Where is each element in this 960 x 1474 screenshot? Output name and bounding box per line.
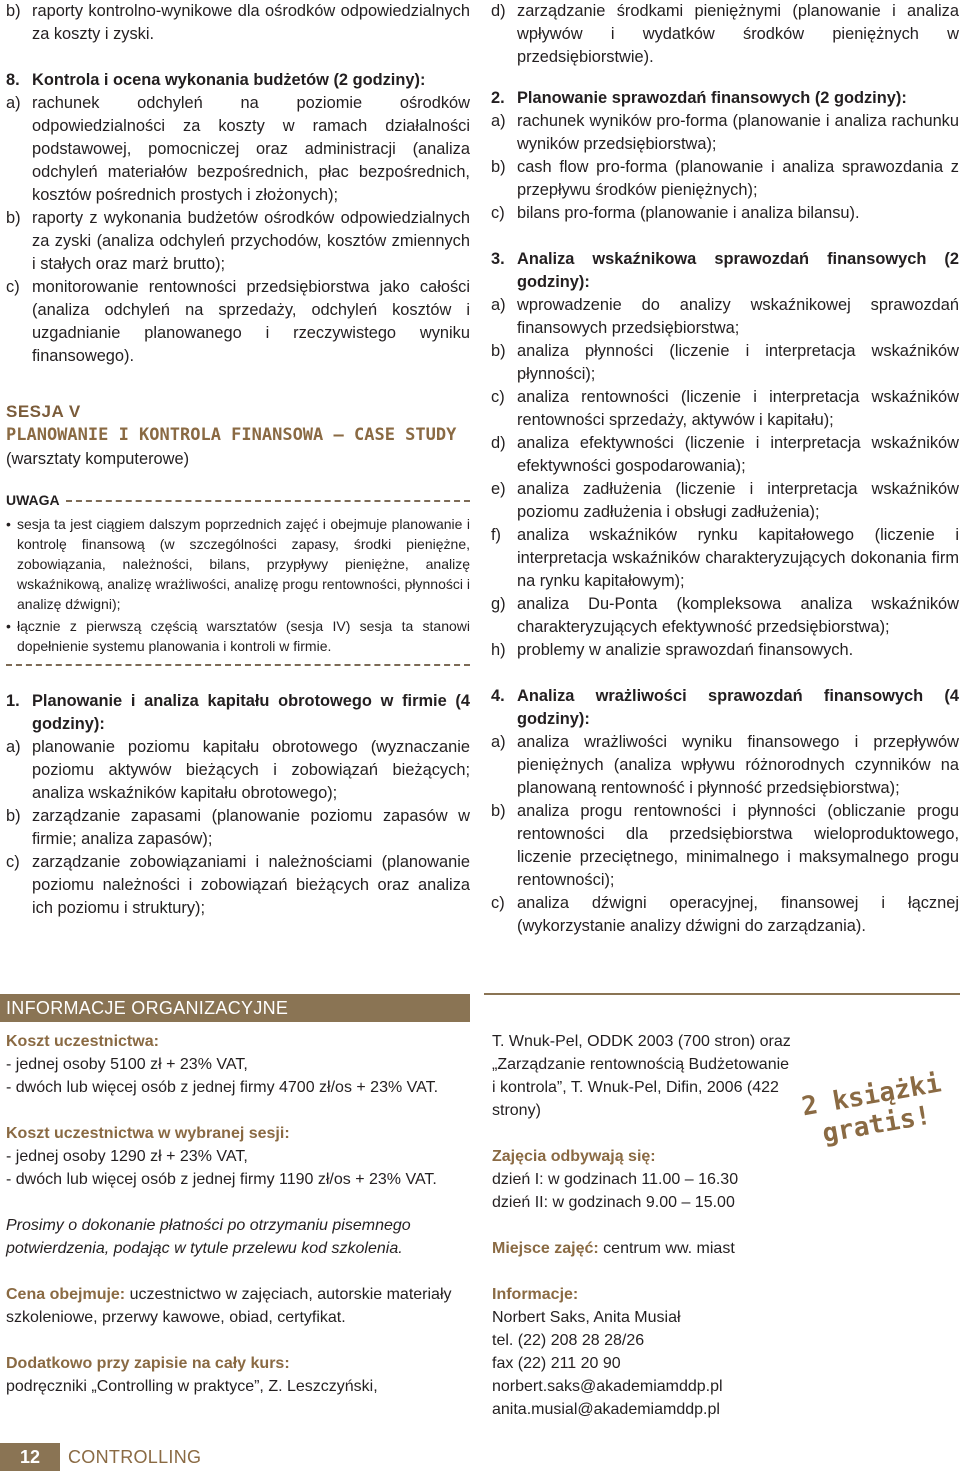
list-item — [491, 0, 959, 69]
item-label: a) — [6, 738, 21, 756]
page-number: 12 — [0, 1443, 60, 1471]
list-item — [491, 731, 959, 800]
item-label: a) — [491, 296, 506, 314]
venue-text: centrum ww. miast — [598, 1240, 735, 1257]
contact-names: Norbert Saks, Anita Musiał — [492, 1309, 681, 1326]
item-text: problemy w analizie sprawozdań finansowych. — [517, 641, 854, 659]
info-left-column — [6, 1030, 470, 1398]
dashed-divider — [6, 664, 470, 666]
session-header — [6, 402, 470, 470]
item-label: b) — [6, 209, 21, 227]
note-box — [6, 490, 470, 666]
bullet-icon: • — [6, 516, 11, 532]
fee-line: - dwóch lub więcej osób z jednej firmy 4700 zł/os + 23% VAT. — [6, 1079, 439, 1096]
list-item — [491, 294, 959, 340]
item-label: c) — [491, 204, 505, 222]
item-text: analiza zadłużenia (liczenie i interpretacja wskaźników poziomu zadłużenia i obsługi zadłużenia); — [517, 480, 959, 521]
list-item — [491, 156, 959, 202]
list-item — [6, 207, 470, 276]
list-item — [491, 800, 959, 892]
item-label: c) — [6, 853, 20, 871]
item-text: rachunek odchyleń na poziomie ośrodków odpowiedzialności za koszty w ramach działalności podstawowej, pomocniczej oraz administracji (analiza odchyleń materiałów bezpośrednich, płac bezpośrednich, kosztów pośrednich prostych i złożonych); — [32, 94, 470, 204]
left-column — [6, 0, 470, 920]
item-label: g) — [491, 595, 506, 613]
item-label: b) — [491, 158, 506, 176]
item-label: b) — [491, 342, 506, 360]
payment-note: Prosimy o dokonanie płatności po otrzymaniu pisemnego potwierdzenia, podając w tytule przelewu kod szkolenia. — [6, 1217, 411, 1257]
list-item — [491, 202, 959, 225]
list-item — [491, 639, 959, 662]
note-heading — [6, 490, 470, 510]
list-item — [491, 432, 959, 478]
item-text: analiza rentowności (liczenie i interpretacja wskaźników rentowności sprzedaży, aktywów i kapitału); — [517, 388, 959, 429]
item-label: h) — [491, 641, 506, 659]
item-label: c) — [491, 388, 505, 406]
bullet-icon: • — [6, 618, 11, 634]
session-fee-label: Koszt uczestnictwa w wybranej sesji: — [6, 1125, 290, 1142]
item-text: analiza wskaźników rynku kapitałowego (liczenie i interpretacja wskaźników charakteryzujących dokonania firm na rynku kapitałowym); — [517, 526, 959, 590]
list-item — [491, 892, 959, 938]
contact-fax: fax (22) 211 20 90 — [492, 1355, 621, 1372]
schedule-label: Zajęcia odbywają się: — [492, 1148, 656, 1165]
bonus-label: Dodatkowo przy zapisie na cały kurs: — [6, 1355, 290, 1372]
item-label: a) — [491, 733, 506, 751]
list-item — [6, 92, 470, 207]
item-text: analiza Du-Ponta (kompleksowa analiza wskaźników charakteryzujących efektywność przedsiębiorstwa); — [517, 595, 959, 636]
note-heading-label: UWAGA — [6, 492, 60, 508]
item-text: monitorowanie rentowności przedsiębiorstwa jako całości (analiza odchyleń na sprzedaży, odchyleń kosztów i uzgadnianie planowanego i rzeczywistego wyniku finansowego). — [32, 278, 470, 365]
section-heading — [6, 690, 470, 736]
list-item — [6, 805, 470, 851]
section-title: Planowanie i analiza kapitału obrotowego w firmie (4 godziny): — [32, 692, 470, 733]
price-includes-label: Cena obejmuje: — [6, 1286, 126, 1303]
section-number: 4. — [491, 687, 505, 705]
item-label: d) — [491, 2, 506, 20]
contact-label: Informacje: — [492, 1286, 579, 1303]
note-bullet — [6, 514, 470, 614]
books-text: T. Wnuk-Pel, ODDK 2003 (700 stron) oraz „Zarządzanie rentownością Budżetowanie i kontrola”, T. Wnuk-Pel, Difin, 2006 (422 strony) — [492, 1033, 791, 1119]
footer-label: CONTROLLING — [68, 1447, 202, 1467]
bonus-block — [6, 1352, 470, 1398]
list-item — [491, 524, 959, 593]
section-title: Kontrola i ocena wykonania budżetów (2 godziny): — [32, 71, 426, 89]
contact-email[interactable]: anita.musial@akademiamddp.pl — [492, 1401, 720, 1418]
item-text: raporty z wykonania budżetów ośrodków odpowiedzialnych za zyski (analiza odchyleń przychodów, kosztów zmiennych i stałych oraz marż brutto); — [32, 209, 470, 273]
list-item — [6, 851, 470, 920]
price-includes — [6, 1283, 470, 1329]
session-fee-block — [6, 1122, 470, 1191]
price-includes-text: uczestnictwo w zajęciach, autorskie materiały szkoleniowe, przerwy kawowe, obiad, certyfikat. — [6, 1286, 452, 1326]
item-text: analiza dźwigni operacyjnej, finansowej i łącznej (wykorzystanie analizy dźwigni do zarządzania). — [517, 894, 959, 935]
bonus-text: podręczniki „Controlling w praktyce”, Z. Leszczyński, — [6, 1378, 378, 1395]
note-bullet — [6, 616, 470, 656]
section-heading — [491, 248, 959, 294]
item-text: analiza wrażliwości wyniku finansowego i przepływów pieniężnych (analiza wpływu różnorodnych czynników na planowaną rentowność i płynność przedsiębiorstwa); — [517, 733, 959, 797]
item-text: analiza efektywności (liczenie i interpretacja wskaźników efektywności gospodarowania); — [517, 434, 959, 475]
item-text: rachunek wyników pro-forma (planowanie i analiza rachunku wyników przedsiębiorstwa); — [517, 112, 959, 153]
item-label: b) — [6, 2, 21, 20]
list-item — [6, 0, 470, 46]
contact-phone: tel. (22) 208 28 28/26 — [492, 1332, 645, 1349]
list-item — [491, 110, 959, 156]
item-text: bilans pro-forma (planowanie i analiza bilansu). — [517, 204, 860, 222]
promo-text: 2 książki gratis! — [799, 1068, 944, 1150]
item-label: c) — [491, 894, 505, 912]
list-item — [6, 736, 470, 805]
session-subtitle: (warsztaty komputerowe) — [6, 450, 190, 468]
info-banner: INFORMACJE ORGANIZACYJNE — [0, 994, 470, 1022]
session-label: SESJA V — [6, 402, 81, 421]
item-label: a) — [491, 112, 506, 130]
item-label: f) — [491, 526, 502, 544]
session-fee-line: - jednej osoby 1290 zł + 23% VAT, — [6, 1148, 248, 1165]
item-text: cash flow pro-forma (planowanie i analiza sprawozdania z przepływu środków pieniężnych); — [517, 158, 959, 199]
section-title: Analiza wrażliwości sprawozdań finansowych (4 godziny): — [517, 687, 959, 728]
schedule-line: dzień I: w godzinach 11.00 – 16.30 — [492, 1171, 739, 1188]
item-text: planowanie poziomu kapitału obrotowego (wyznaczanie poziomu aktywów bieżących i zobowiązań bieżących; analiza wskaźników kapitału obrotowego); — [32, 738, 470, 802]
session-title: PLANOWANIE I KONTROLA FINANSOWA – CASE STUDY — [6, 425, 457, 445]
item-text: raporty kontrolno-wynikowe dla ośrodków odpowiedzialnych za koszty i zyski. — [32, 2, 470, 43]
contact-email[interactable]: norbert.saks@akademiamddp.pl — [492, 1378, 723, 1395]
fee-line: - jednej osoby 5100 zł + 23% VAT, — [6, 1056, 248, 1073]
section-heading — [491, 685, 959, 731]
item-label: a) — [6, 94, 21, 112]
fee-block — [6, 1030, 470, 1099]
item-text: zarządzanie zobowiązaniami i należnościami (planowanie poziomu należności i zobowiązań bieżących oraz analiza ich poziomu i struktury); — [32, 853, 470, 917]
item-label: b) — [491, 802, 506, 820]
item-text: zarządzanie zapasami (planowanie poziomu zapasów w firmie; analiza zapasów); — [32, 807, 470, 848]
contact-block — [492, 1283, 960, 1421]
item-text: analiza płynności (liczenie i interpretacja wskaźników płynności); — [517, 342, 959, 383]
section-heading — [491, 87, 959, 110]
venue-label: Miejsce zajęć: — [492, 1240, 599, 1257]
right-column — [491, 0, 959, 938]
note-bullet-text: sesja ta jest ciągiem dalszym poprzednich zajęć i obejmuje planowanie i kontrolę finansową (w szczególności zapasy, środki pieniężne, zobowiązania, należności, bilans, przypływy pieniężne, analizę wskaźnikową, analizę wrażliwości, analizę progu rentowności, płynności i analizę dźwigni); — [17, 516, 470, 612]
note-bullet-text: łącznie z pierwszą częścią warsztatów (sesja IV) sesja ta stanowi dopełnienie systemu planowania i kontroli w firmie. — [17, 618, 470, 654]
section-title: Planowanie sprawozdań finansowych (2 godziny): — [517, 89, 907, 107]
section-title: Analiza wskaźnikowa sprawozdań finansowych (2 godziny): — [517, 250, 959, 291]
session-fee-line: - dwóch lub więcej osób z jednej firmy 1190 zł/os + 23% VAT. — [6, 1171, 437, 1188]
item-text: wprowadzenie do analizy wskaźnikowej sprawozdań finansowych przedsiębiorstwa; — [517, 296, 959, 337]
list-item — [491, 478, 959, 524]
item-label: b) — [6, 807, 21, 825]
section-heading — [6, 69, 470, 92]
item-text: analiza progu rentowności i płynności (obliczanie progu rentowności dla przedsiębiorstwa wieloproduktowego, liczenie przeciętnego, minimalnego i maksymalnego progu rentowności); — [517, 802, 959, 889]
item-label: c) — [6, 278, 20, 296]
item-label: d) — [491, 434, 506, 452]
dashed-divider — [66, 500, 470, 502]
list-item — [491, 386, 959, 432]
banner-rule — [484, 993, 960, 995]
section-number: 8. — [6, 71, 20, 89]
item-label: e) — [491, 480, 506, 498]
item-text: zarządzanie środkami pieniężnymi (planowanie i analiza wpływów i wydatków środków pieniężnych w przedsiębiorstwie). — [517, 2, 959, 66]
schedule-line: dzień II: w godzinach 9.00 – 15.00 — [492, 1194, 735, 1211]
section-number: 1. — [6, 692, 20, 710]
list-item — [491, 340, 959, 386]
list-item — [6, 276, 470, 368]
list-item — [491, 593, 959, 639]
section-number: 2. — [491, 89, 505, 107]
section-number: 3. — [491, 250, 505, 268]
fee-label: Koszt uczestnictwa: — [6, 1033, 159, 1050]
venue-block — [492, 1237, 960, 1260]
